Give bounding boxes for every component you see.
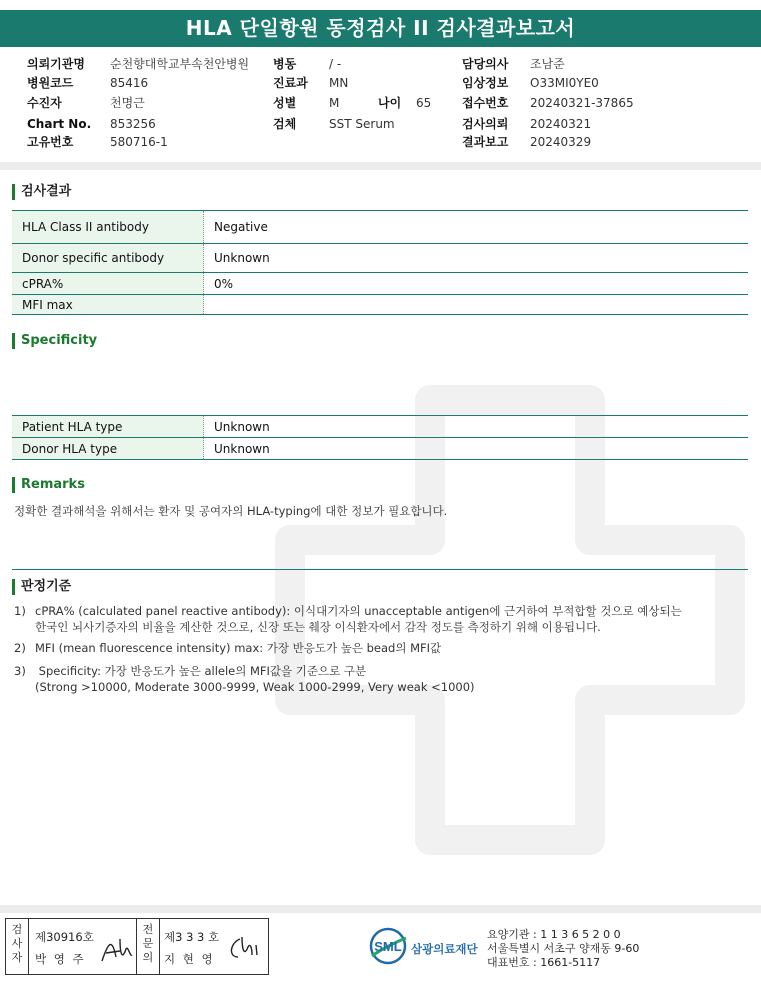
result-value: Unknown	[204, 244, 749, 273]
info-label: 성별	[273, 96, 297, 110]
specialist-signature-icon	[224, 933, 264, 963]
info-value: 580716-1	[110, 135, 168, 149]
age-label: 나이	[378, 96, 402, 110]
specialist-label: 전 문 의	[142, 923, 154, 964]
result-label: HLA Class II antibody	[12, 211, 204, 244]
examiner-name: 박 영 주	[35, 952, 86, 966]
footer-line: 서울특별시 서초구 양재동 9-60	[487, 942, 640, 955]
specificity-table	[12, 415, 748, 460]
result-value: 0%	[204, 273, 749, 295]
criteria-text: cPRA% (calculated panel reactive antibody): 이식대기자의 unacceptable antigen에 근거하여 부적합할 것으로 예상되는	[35, 604, 682, 618]
result-value: Negative	[204, 211, 749, 244]
sml-logo	[366, 926, 410, 970]
table-row	[12, 438, 748, 460]
info-value: / -	[329, 57, 342, 71]
specificity-value: Unknown	[204, 416, 749, 438]
logo-text: SML	[374, 939, 402, 954]
specificity-label: Patient HLA type	[12, 416, 204, 438]
criteria-heading: 판정기준	[12, 579, 71, 595]
info-label: 병원코드	[27, 76, 74, 90]
table-row	[12, 273, 748, 295]
specialist-name: 지 현 영	[164, 952, 215, 966]
remarks-heading: Remarks	[12, 477, 85, 493]
info-value: 20240329	[530, 135, 592, 149]
table-row	[12, 295, 748, 315]
info-value: 천명근	[110, 96, 145, 110]
info-label: 접수번호	[462, 96, 509, 110]
examiner-license: 제30916호	[35, 930, 94, 944]
info-value: 조남준	[530, 57, 565, 71]
info-value: 20240321-37865	[530, 96, 634, 110]
remarks-text: 정확한 결과해석을 위해서는 환자 및 공여자의 HLA-typing에 대한 정보가 필요합니다.	[14, 504, 448, 518]
criteria-text: (Strong >10000, Moderate 3000-9999, Weak 1000-2999, Very weak <1000)	[35, 680, 475, 694]
age-value: 65	[416, 96, 432, 110]
report-title: HLA 단일항원 동정검사 II 검사결과보고서	[0, 10, 761, 47]
table-row	[12, 211, 748, 244]
specialist-license: 제3 3 3 호	[164, 930, 220, 944]
examiner-label-cell	[6, 919, 29, 974]
criteria-number: 2)	[14, 641, 26, 655]
info-value: 순천향대학교부속천안병원	[110, 57, 250, 71]
info-label: 의뢰기관명	[27, 57, 85, 71]
footer-line: 대표번호 : 1661-5117	[487, 956, 601, 969]
info-label: 검사의뢰	[462, 117, 509, 131]
specificity-value: Unknown	[204, 438, 749, 460]
info-label: 진료과	[273, 76, 308, 90]
patient-info	[0, 55, 761, 155]
info-value: M	[329, 96, 340, 110]
org-name: 삼광의료재단	[411, 942, 478, 956]
specificity-label: Donor HLA type	[12, 438, 204, 460]
result-label: Donor specific antibody	[12, 244, 204, 273]
info-label: Chart No.	[27, 117, 92, 131]
info-value: SST Serum	[329, 117, 395, 131]
signature-box	[5, 918, 269, 975]
info-value: 853256	[110, 117, 156, 131]
table-row	[12, 244, 748, 273]
results-heading: 검사결과	[12, 184, 71, 200]
footer-divider	[0, 905, 761, 913]
info-label: 임상정보	[462, 76, 509, 90]
result-value	[204, 295, 749, 315]
info-label: 검체	[273, 117, 297, 131]
info-value: O33MI0YE0	[530, 76, 599, 90]
info-label: 결과보고	[462, 135, 509, 149]
specialist-label-cell	[136, 919, 160, 974]
criteria-text: 한국인 뇌사기증자의 비율을 계산한 것으로, 신장 또는 췌장 이식환자에서 감작 정도를 측정하기 위해 이용됩니다.	[35, 620, 601, 634]
info-label: 고유번호	[27, 135, 74, 149]
results-table	[12, 210, 748, 315]
criteria-number: 1)	[14, 604, 26, 618]
footer-info	[487, 928, 639, 970]
info-value: 85416	[110, 76, 149, 90]
info-label: 담당의사	[462, 57, 509, 71]
criteria-text: MFI (mean fluorescence intensity) max: 가장 반응도가 높은 bead의 MFI값	[35, 641, 442, 655]
result-label: MFI max	[12, 295, 204, 315]
criteria-item	[14, 640, 441, 656]
info-value: 20240321	[530, 117, 592, 131]
specificity-heading: Specificity	[12, 333, 97, 349]
info-value: MN	[329, 76, 349, 90]
examiner-signature-icon	[98, 935, 136, 965]
header-divider	[0, 162, 761, 170]
criteria-number: 3)	[14, 664, 26, 678]
examiner-label: 검 사 자	[11, 923, 23, 964]
criteria-item	[14, 603, 682, 635]
table-row	[12, 416, 748, 438]
info-label: 수진자	[27, 96, 62, 110]
criteria-divider	[12, 569, 748, 570]
footer-line: 요양기관 : 1 1 3 6 5 2 0 0	[487, 928, 621, 941]
result-label: cPRA%	[12, 273, 204, 295]
info-label: 병동	[273, 57, 297, 71]
criteria-text: Specificity: 가장 반응도가 높은 allele의 MFI값을 기준으로 구분	[35, 664, 367, 678]
criteria-item	[14, 663, 475, 695]
